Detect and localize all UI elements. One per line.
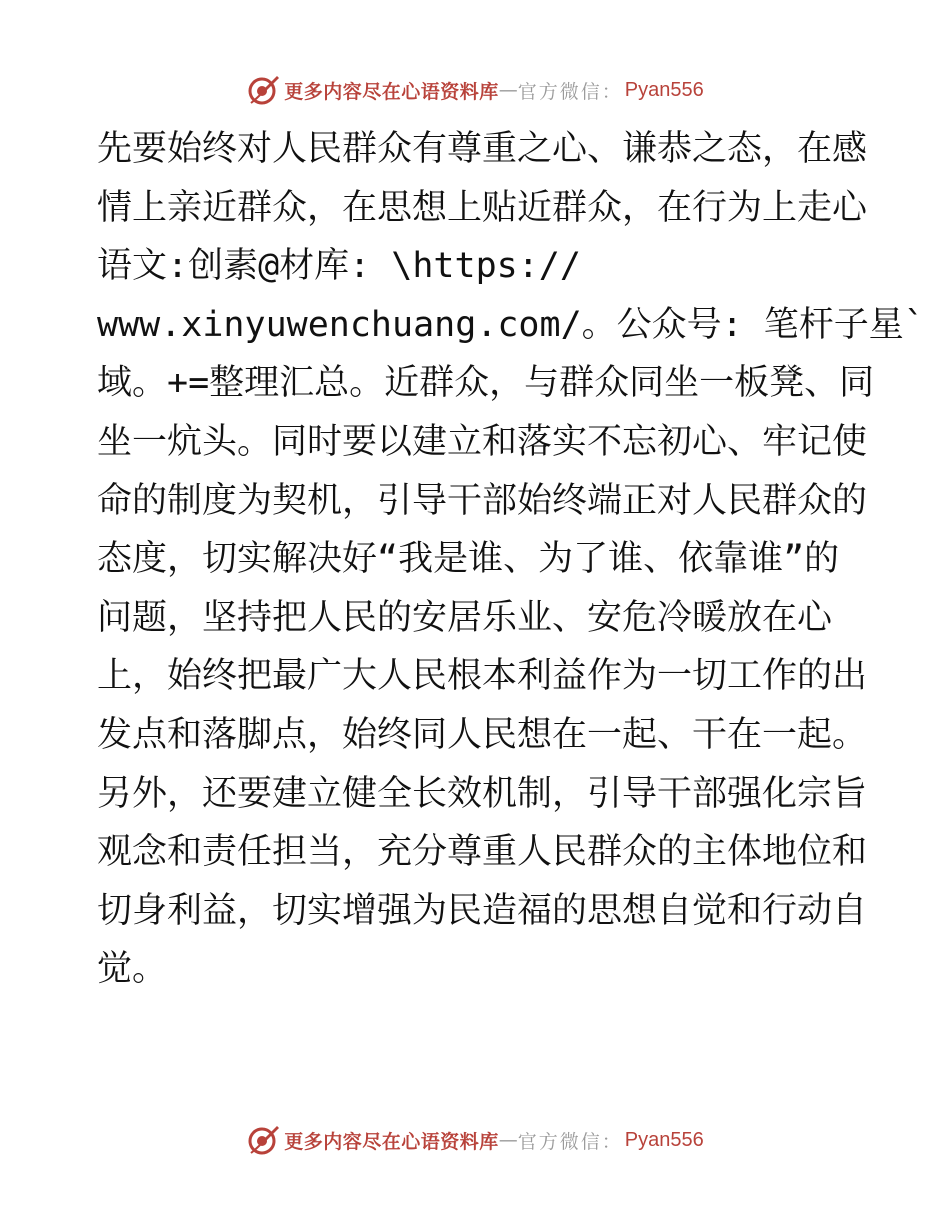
body-line: 上，始终把最广大人民根本利益作为一切工作的出 <box>97 656 868 697</box>
header-banner <box>0 70 950 110</box>
document-body <box>97 120 925 999</box>
footer-separator: — <box>498 1129 518 1151</box>
body-line: 坐一炕头。同时要以建立和落实不忘初心、牢记使 <box>97 421 868 462</box>
body-line: 情上亲近群众，在思想上贴近群众，在行为上走心 <box>97 187 868 228</box>
footer-wechat-id: Pyan556 <box>624 1128 704 1151</box>
body-line: 观念和责任担当，充分尊重人民群众的主体地位和 <box>97 832 868 873</box>
body-line: 命的制度为契机，引导干部始终端正对人民群众的 <box>97 480 868 521</box>
header-promo-text: 更多内容尽在心语资料库 <box>284 80 499 103</box>
body-line: 语文:创素@材库: \https:// <box>97 246 581 287</box>
quill-pen-circle-icon <box>246 73 280 107</box>
body-line: 态度，切实解决好“我是谁、为了谁、依靠谁”的 <box>97 539 840 580</box>
body-line: 切身利益，切实增强为民造福的思想自觉和行动自 <box>97 890 868 931</box>
body-line: 另外，还要建立健全长效机制，引导干部强化宗旨 <box>97 773 868 814</box>
body-line: 先要始终对人民群众有尊重之心、谦恭之态，在感 <box>97 129 868 169</box>
body-line: www.xinyuwenchuang.com/。公众号: 笔杆子星` <box>97 304 925 345</box>
body-line: 域。+=整理汇总。近群众，与群众同坐一板凳、同 <box>97 363 875 404</box>
quill-pen-circle-icon <box>246 1123 280 1157</box>
footer-banner <box>0 1120 950 1160</box>
body-line: 问题，坚持把人民的安居乐业、安危冷暖放在心 <box>97 597 833 638</box>
header-wechat-id: Pyan556 <box>624 78 704 101</box>
header-separator: — <box>498 79 518 101</box>
body-line: 觉。 <box>97 949 168 990</box>
footer-promo-text: 更多内容尽在心语资料库 <box>284 1130 499 1153</box>
body-line: 发点和落脚点，始终同人民想在一起、干在一起。 <box>97 714 868 755</box>
footer-wechat-label: 官方微信： <box>517 1130 623 1153</box>
header-wechat-label: 官方微信： <box>517 80 623 103</box>
